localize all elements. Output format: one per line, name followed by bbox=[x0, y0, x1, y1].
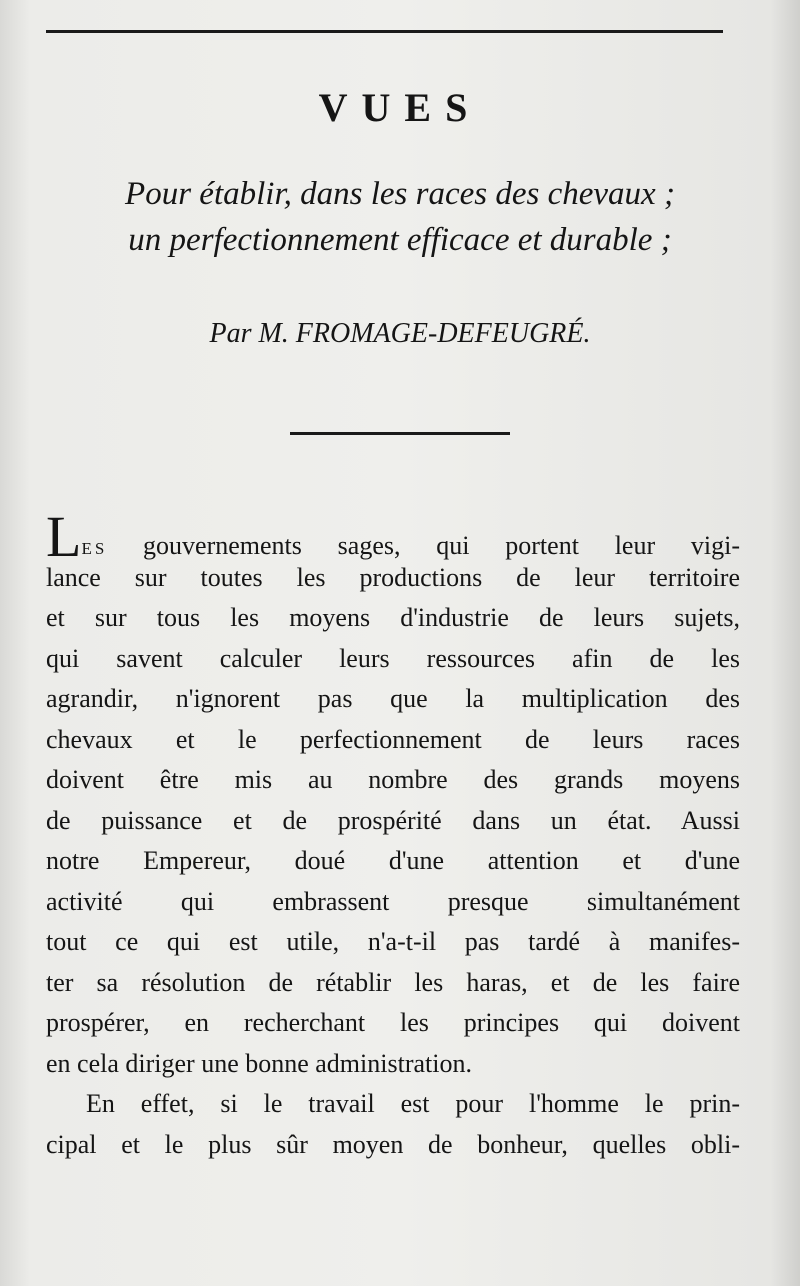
paragraph-2-line: cipal et le plus sûr moyen de bonheur, quelles obli- bbox=[46, 1129, 740, 1159]
paragraph-2-line: En effet, si le travail est pour l'homme le prin- bbox=[86, 1089, 740, 1118]
page-title: VUES bbox=[318, 85, 482, 130]
paragraph-1-line: agrandir, n'ignorent pas que la multiplication des bbox=[46, 684, 740, 713]
paragraph-1-line: prospérer, en recherchant les principes qui doivent bbox=[46, 1008, 740, 1037]
paragraph-1-line: tout ce qui est utile, n'a-t-il pas tardé à manifes- bbox=[46, 927, 740, 956]
paragraph-1-line: de puissance et de prospérité dans un état. Aussi bbox=[46, 805, 740, 835]
paragraph-1-line: notre Empereur, doué d'une attention et d'une bbox=[46, 846, 740, 875]
paragraph-1-line: chevaux et le perfectionnement de leurs races bbox=[46, 724, 740, 754]
subtitle-line-2: un perfectionnement efficace et durable ; bbox=[128, 222, 672, 258]
paragraph-1-line: doivent être mis au nombre des grands moyens bbox=[46, 765, 740, 794]
subtitle-line-1: Pour établir, dans les races des chevaux ; bbox=[125, 176, 675, 212]
paragraph-1-line: et sur tous les moyens d'industrie de leurs sujets, bbox=[46, 603, 740, 632]
drop-cap: L bbox=[46, 504, 82, 569]
paragraph-1-line: ter sa résolution de rétablir les haras, et de les faire bbox=[46, 967, 740, 997]
paragraph-1-line: lance sur toutes les productions de leur territoire bbox=[46, 562, 740, 592]
body-text bbox=[46, 504, 740, 1165]
paragraph-1-line: en cela diriger une bonne administration. bbox=[46, 1048, 472, 1078]
first-line-text: gouvernements sages, qui portent leur vigi- bbox=[107, 531, 740, 560]
author-line: Par M. FROMAGE-DEFEUGRÉ. bbox=[209, 318, 591, 349]
paragraph-1-line: activité qui embrassent presque simultanément bbox=[46, 886, 740, 916]
section-rule bbox=[290, 432, 510, 435]
top-rule bbox=[46, 30, 723, 33]
small-caps: ES bbox=[81, 539, 108, 558]
paragraph-1-line: qui savent calculer leurs ressources afin de les bbox=[46, 643, 740, 673]
paragraph-1-line-1 bbox=[46, 504, 740, 569]
